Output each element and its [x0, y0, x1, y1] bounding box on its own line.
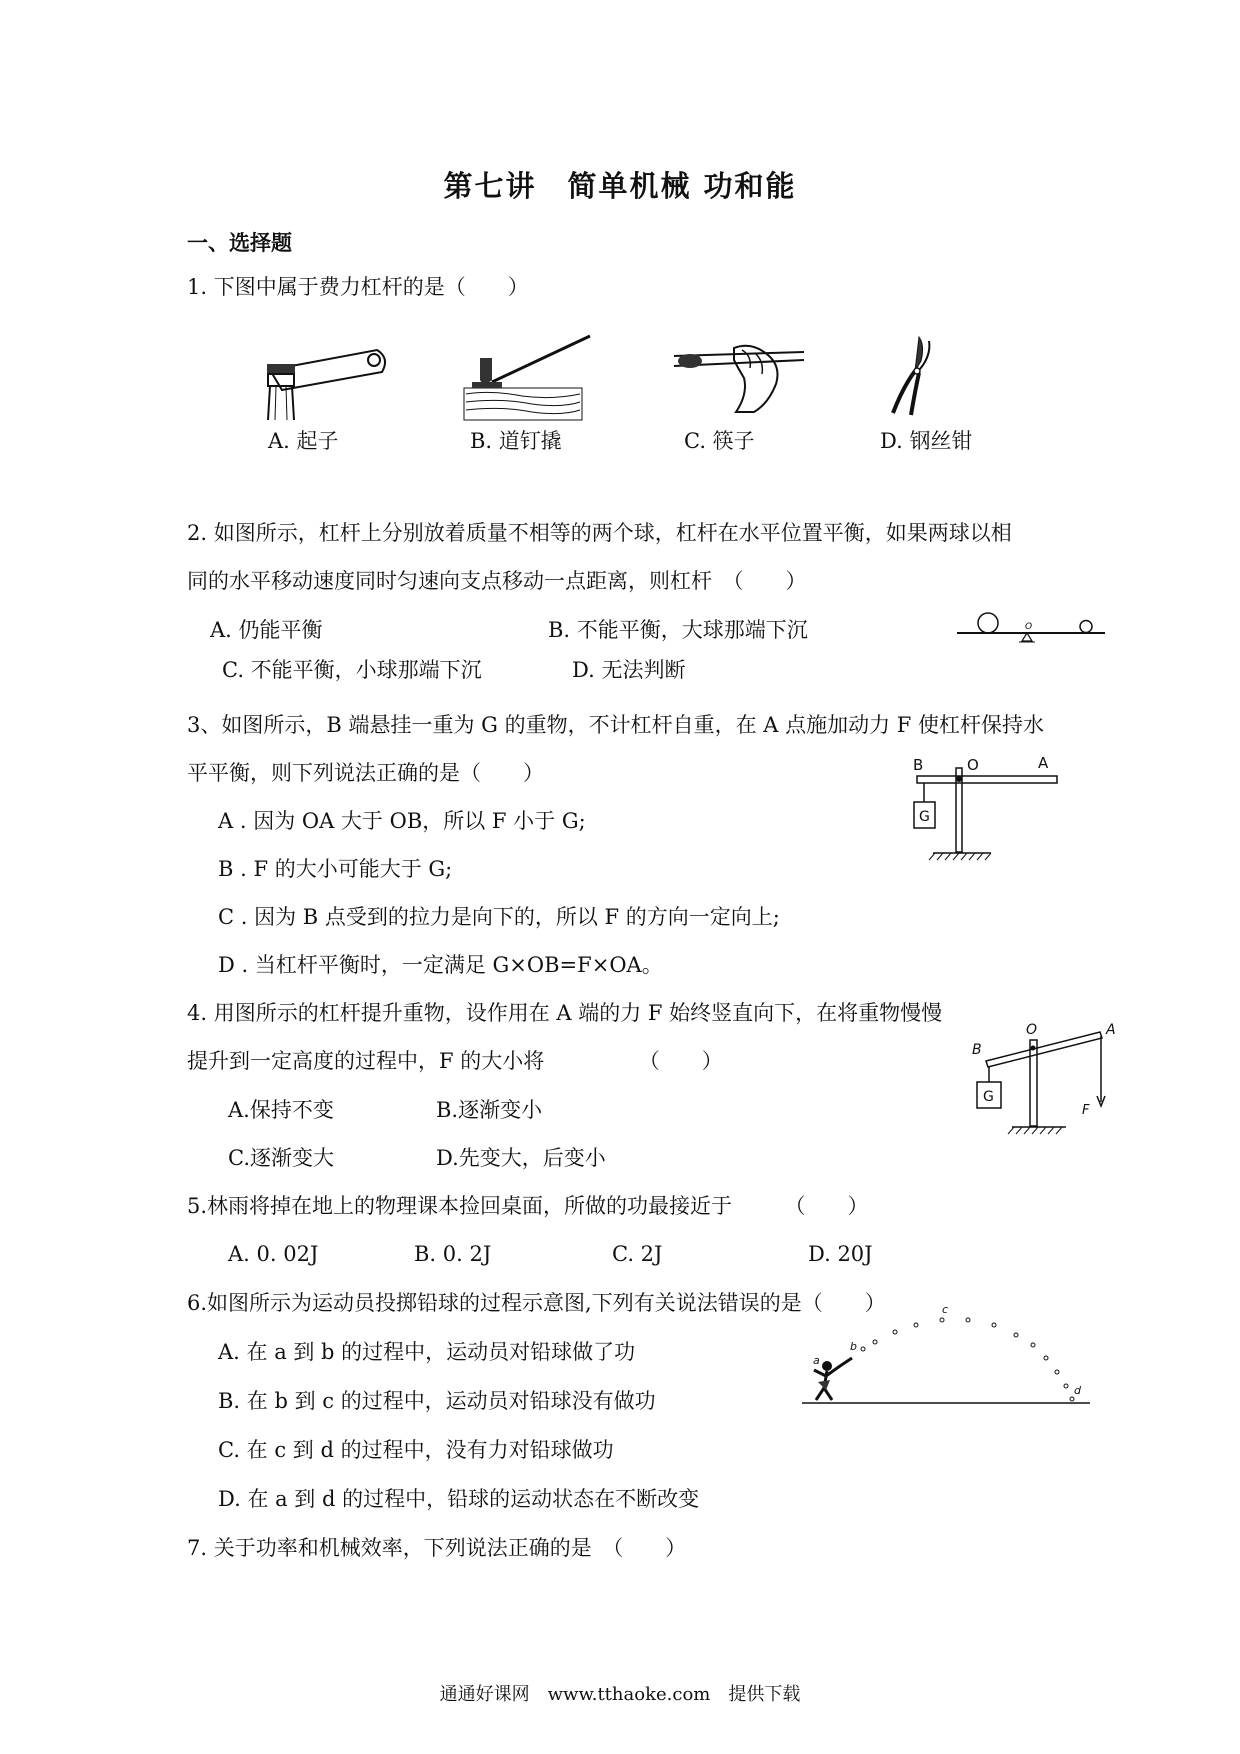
q3-option-c: C . 因为 B 点受到的拉力是向下的，所以 F 的方向一定向上;: [218, 905, 780, 929]
q4-option-b: B.逐渐变小: [436, 1098, 543, 1122]
two-balls-lever-figure: [955, 604, 1107, 646]
q2-stem-line2: 同的水平移动速度同时匀速向支点移动一点距离，则杠杆 （ ）: [187, 569, 807, 593]
q5-option-b: B. 0. 2J: [414, 1242, 492, 1266]
q1-option-d: D. 钢丝钳: [880, 429, 973, 453]
q6-stem: 6.如图所示为运动员投掷铅球的过程示意图,下列有关说法错误的是（ ）: [187, 1291, 886, 1315]
q6-option-a: A. 在 a 到 b 的过程中，运动员对铅球做了功: [218, 1340, 636, 1364]
q4-option-c: C.逐渐变大: [228, 1146, 334, 1170]
q6-option-b: B. 在 b 到 c 的过程中，运动员对铅球没有做功: [218, 1389, 656, 1413]
point-a-label: A: [1106, 1022, 1116, 1038]
point-b-label: B: [913, 756, 924, 774]
force-f-label: F: [1082, 1103, 1090, 1118]
q5-option-d: D. 20J: [808, 1242, 873, 1266]
page-footer: 通通好课网 www.tthaoke.com 提供下载: [439, 1684, 801, 1705]
weight-g-label: G: [983, 1089, 994, 1105]
q2-stem-line1: 2. 如图所示，杠杆上分别放着质量不相等的两个球，杠杆在水平位置平衡，如果两球以相: [187, 521, 1012, 545]
q1-option-c: C. 筷子: [684, 429, 755, 453]
page-title: 第七讲 简单机械 功和能: [443, 169, 797, 203]
q1-option-b: B. 道钉撬: [470, 429, 562, 453]
point-a-label: A: [1038, 754, 1049, 772]
q5-stem: 5.林雨将掉在地上的物理课本捡回桌面，所做的功最接近于 （ ）: [187, 1194, 869, 1218]
q4-option-d: D.先变大，后变小: [436, 1146, 606, 1170]
q2-option-d: D. 无法判断: [572, 658, 686, 682]
q4-stem-line2: 提升到一定高度的过程中，F 的大小将 （ ）: [187, 1049, 723, 1073]
q4-stem-line1: 4. 用图所示的杠杆提升重物，设作用在 A 端的力 F 始终竖直向下，在将重物慢慢: [187, 1001, 943, 1025]
weight-g-label: G: [919, 809, 930, 825]
q3-stem-line2: 平平衡，则下列说法正确的是（ ）: [187, 761, 544, 785]
point-c-label: c: [942, 1303, 949, 1316]
q3-option-d: D . 当杠杆平衡时，一定满足 G×OB=F×OA。: [218, 953, 663, 977]
point-a-label: a: [813, 1354, 820, 1367]
wire-pliers-figure: [885, 335, 940, 420]
spike-crowbar-figure: [462, 330, 597, 422]
q3-option-a: A . 因为 OA 大于 OB，所以 F 小于 G;: [218, 809, 586, 833]
shot-put-figure: [800, 1300, 1095, 1406]
q2-option-b: B. 不能平衡，大球那端下沉: [548, 618, 808, 642]
q4-option-a: A.保持不变: [228, 1098, 334, 1122]
q2-option-c: C. 不能平衡，小球那端下沉: [222, 658, 482, 682]
q6-option-c: C. 在 c 到 d 的过程中，没有力对铅球做功: [218, 1438, 614, 1462]
point-b-label: B: [972, 1042, 982, 1058]
lever-ab-figure: [905, 752, 1060, 862]
point-b-label: b: [850, 1340, 857, 1353]
q6-option-d: D. 在 a 到 d 的过程中，铅球的运动状态在不断改变: [218, 1487, 700, 1511]
point-o-label: O: [1026, 1022, 1038, 1038]
fulcrum-label: O: [1025, 622, 1033, 632]
chopsticks-figure: [672, 338, 807, 418]
q1-stem: 1. 下图中属于费力杠杆的是（ ）: [187, 275, 529, 299]
bottle-opener-figure: [262, 340, 392, 422]
section-heading: 一、选择题: [187, 230, 292, 255]
point-d-label: d: [1074, 1384, 1081, 1397]
point-o-label: O: [967, 756, 979, 774]
q2-option-a: A. 仍能平衡: [210, 618, 323, 642]
q7-stem: 7. 关于功率和机械效率，下列说法正确的是 （ ）: [187, 1536, 687, 1560]
q3-option-b: B . F 的大小可能大于 G;: [218, 857, 453, 881]
q5-option-c: C. 2J: [612, 1242, 663, 1266]
q5-option-a: A. 0. 02J: [228, 1242, 319, 1266]
inclined-lever-figure: [970, 1018, 1120, 1144]
q3-stem-line1: 3、如图所示，B 端悬挂一重为 G 的重物，不计杠杆自重，在 A 点施加动力 F 使杠杆保持水: [187, 713, 1045, 737]
q1-option-a: A. 起子: [268, 429, 339, 453]
